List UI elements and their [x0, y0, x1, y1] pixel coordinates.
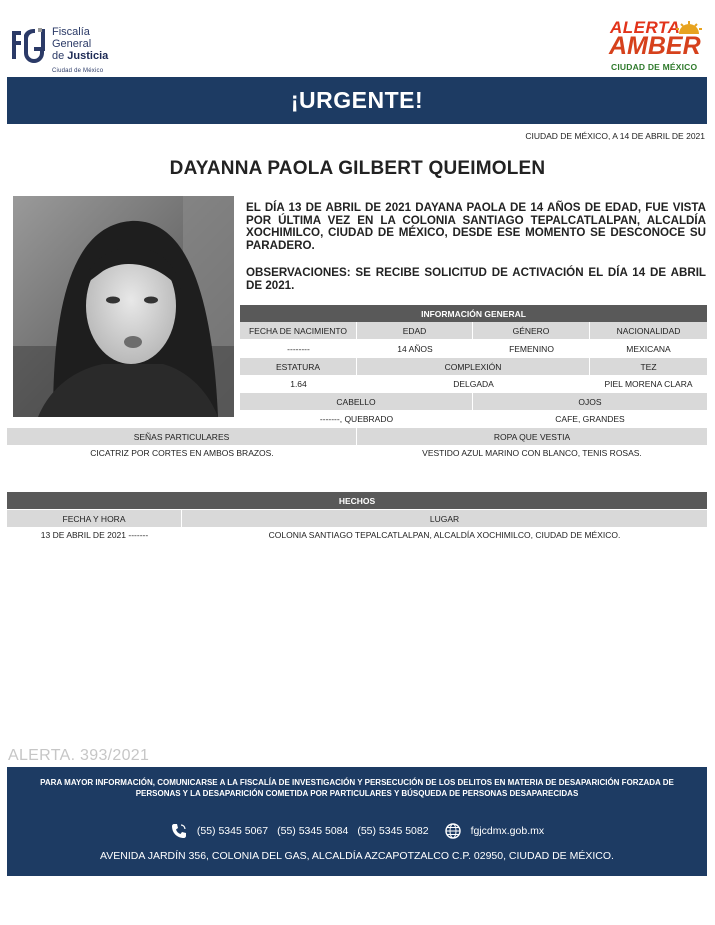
- urgent-banner: ¡URGENTE!: [7, 77, 707, 124]
- general-info-title: INFORMACIÓN GENERAL: [240, 305, 707, 322]
- fgj-line2: General: [52, 38, 92, 50]
- general-info-row4-values: [7, 445, 707, 461]
- fgj-wordmark: [52, 26, 108, 77]
- footer-address: AVENIDA JARDÍN 356, COLONIA DEL GAS, ALCALDÍA AZCAPOTZALCO C.P. 02950, CIUDAD DE MÉXICO.: [100, 850, 614, 862]
- portrait-image: [13, 196, 234, 417]
- website-link[interactable]: fgjcdmx.gob.mx: [470, 825, 545, 837]
- value-lugar: COLONIA SANTIAGO TEPALCATLALPAN, ALCALDÍA XOCHIMILCO, CIUDAD DE MÉXICO.: [268, 530, 621, 540]
- alerta-amber-logo: [607, 18, 707, 76]
- header-ojos: OJOS: [473, 393, 707, 410]
- general-info-row2-values: [240, 376, 707, 392]
- value-senas-particulares: CICATRIZ POR CORTES EN AMBOS BRAZOS.: [90, 448, 274, 458]
- phone-number-1[interactable]: (55) 5345 5067: [196, 825, 269, 837]
- facts-headers: [7, 510, 707, 527]
- value-fecha-nacimiento: --------: [287, 344, 310, 354]
- general-info-row4-headers: [7, 428, 707, 445]
- missing-person-photo: [13, 196, 234, 417]
- value-genero: FEMENINO: [509, 344, 554, 354]
- amber-logo-line1: ALERTA: [610, 18, 681, 37]
- phone-icon: [170, 822, 188, 840]
- header-cabello: CABELLO: [240, 393, 473, 410]
- amber-logo-line3: CIUDAD DE MÉXICO: [611, 62, 698, 72]
- general-info-row2-headers: [240, 358, 707, 375]
- general-info-row3-values: [240, 411, 707, 427]
- fgj-emblem-icon: [10, 25, 48, 69]
- fgj-line4: Ciudad de México: [52, 68, 104, 74]
- header-tez: TEZ: [590, 358, 707, 375]
- description-paragraph: EL DÍA 13 DE ABRIL DE 2021 DAYANA PAOLA DE 14 AÑOS DE EDAD, FUE VISTA POR ÚLTIMA VEZ EN LA COLONIA SANTIAGO TEPALCATLALPAN, ALCALDÍA XOCHIMILCO, CIUDAD DE MÉXICO, DESDE ESE MOMENTO SE DESCONOCE SU PARADERO.: [246, 201, 706, 252]
- phone-number-3[interactable]: (55) 5345 5082: [357, 825, 429, 837]
- person-name: DAYANNA PAOLA GILBERT QUEIMOLEN: [169, 158, 546, 179]
- fgj-line3: de Justicia: [52, 50, 109, 62]
- header-fecha-nacimiento: FECHA DE NACIMIENTO: [240, 322, 357, 339]
- value-estatura: 1.64: [290, 379, 307, 389]
- footer-info-text: PARA MAYOR INFORMACIÓN, COMUNICARSE A LA FISCALÍA DE INVESTIGACIÓN Y PERSECUCIÓN DE LOS DELITOS EN MATERIA DE DESAPARICIÓN FORZADA DE PERSONAS Y LA DESAPARICIÓN COMETIDA POR PARTICULARES Y BÚSQUEDA DE PERSONAS DESAPARECIDAS: [40, 778, 674, 798]
- footer-contacts: [7, 822, 707, 840]
- alert-number: ALERTA. 393/2021: [8, 747, 150, 764]
- header-complexion: COMPLEXIÓN: [357, 358, 590, 375]
- header-senas-particulares: SEÑAS PARTICULARES: [7, 428, 357, 445]
- value-tez: PIEL MORENA CLARA: [604, 379, 693, 389]
- general-info-row3-headers: [240, 393, 707, 410]
- phone-number-2[interactable]: (55) 5345 5084: [277, 825, 349, 837]
- observations-paragraph: OBSERVACIONES: SE RECIBE SOLICITUD DE ACTIVACIÓN EL DÍA 14 DE ABRIL DE 2021.: [246, 266, 706, 292]
- value-nacionalidad: MEXICANA: [626, 344, 671, 354]
- globe-icon: [444, 822, 462, 840]
- fgj-line1: Fiscalía: [52, 26, 90, 38]
- value-ropa-que-vestia: VESTIDO AZUL MARINO CON BLANCO, TENIS ROSAS.: [422, 448, 642, 458]
- value-ojos: CAFE, GRANDES: [555, 414, 625, 424]
- header-nacionalidad: NACIONALIDAD: [590, 322, 707, 339]
- amber-logo-line2: AMBER: [609, 32, 701, 60]
- header-lugar: LUGAR: [182, 510, 707, 527]
- header-genero: GÉNERO: [473, 322, 590, 339]
- value-complexion: DELGADA: [453, 379, 494, 389]
- date-line: CIUDAD DE MÉXICO, A 14 DE ABRIL DE 2021: [525, 131, 705, 141]
- header-edad: EDAD: [357, 322, 473, 339]
- general-info-row1-headers: [240, 322, 707, 339]
- value-edad: 14 AÑOS: [397, 344, 433, 354]
- header-ropa-que-vestia: ROPA QUE VESTIA: [357, 428, 707, 445]
- header-fecha-hora: FECHA Y HORA: [7, 510, 182, 527]
- value-fecha-hora: 13 DE ABRIL DE 2021 -------: [40, 530, 149, 540]
- general-info-row1-values: [240, 341, 707, 357]
- value-cabello: -------, QUEBRADO: [319, 414, 394, 424]
- facts-values: [7, 527, 707, 543]
- facts-title: HECHOS: [7, 492, 707, 509]
- fgj-logo: [10, 22, 110, 74]
- footer-contact-panel: [7, 767, 707, 876]
- header-estatura: ESTATURA: [240, 358, 357, 375]
